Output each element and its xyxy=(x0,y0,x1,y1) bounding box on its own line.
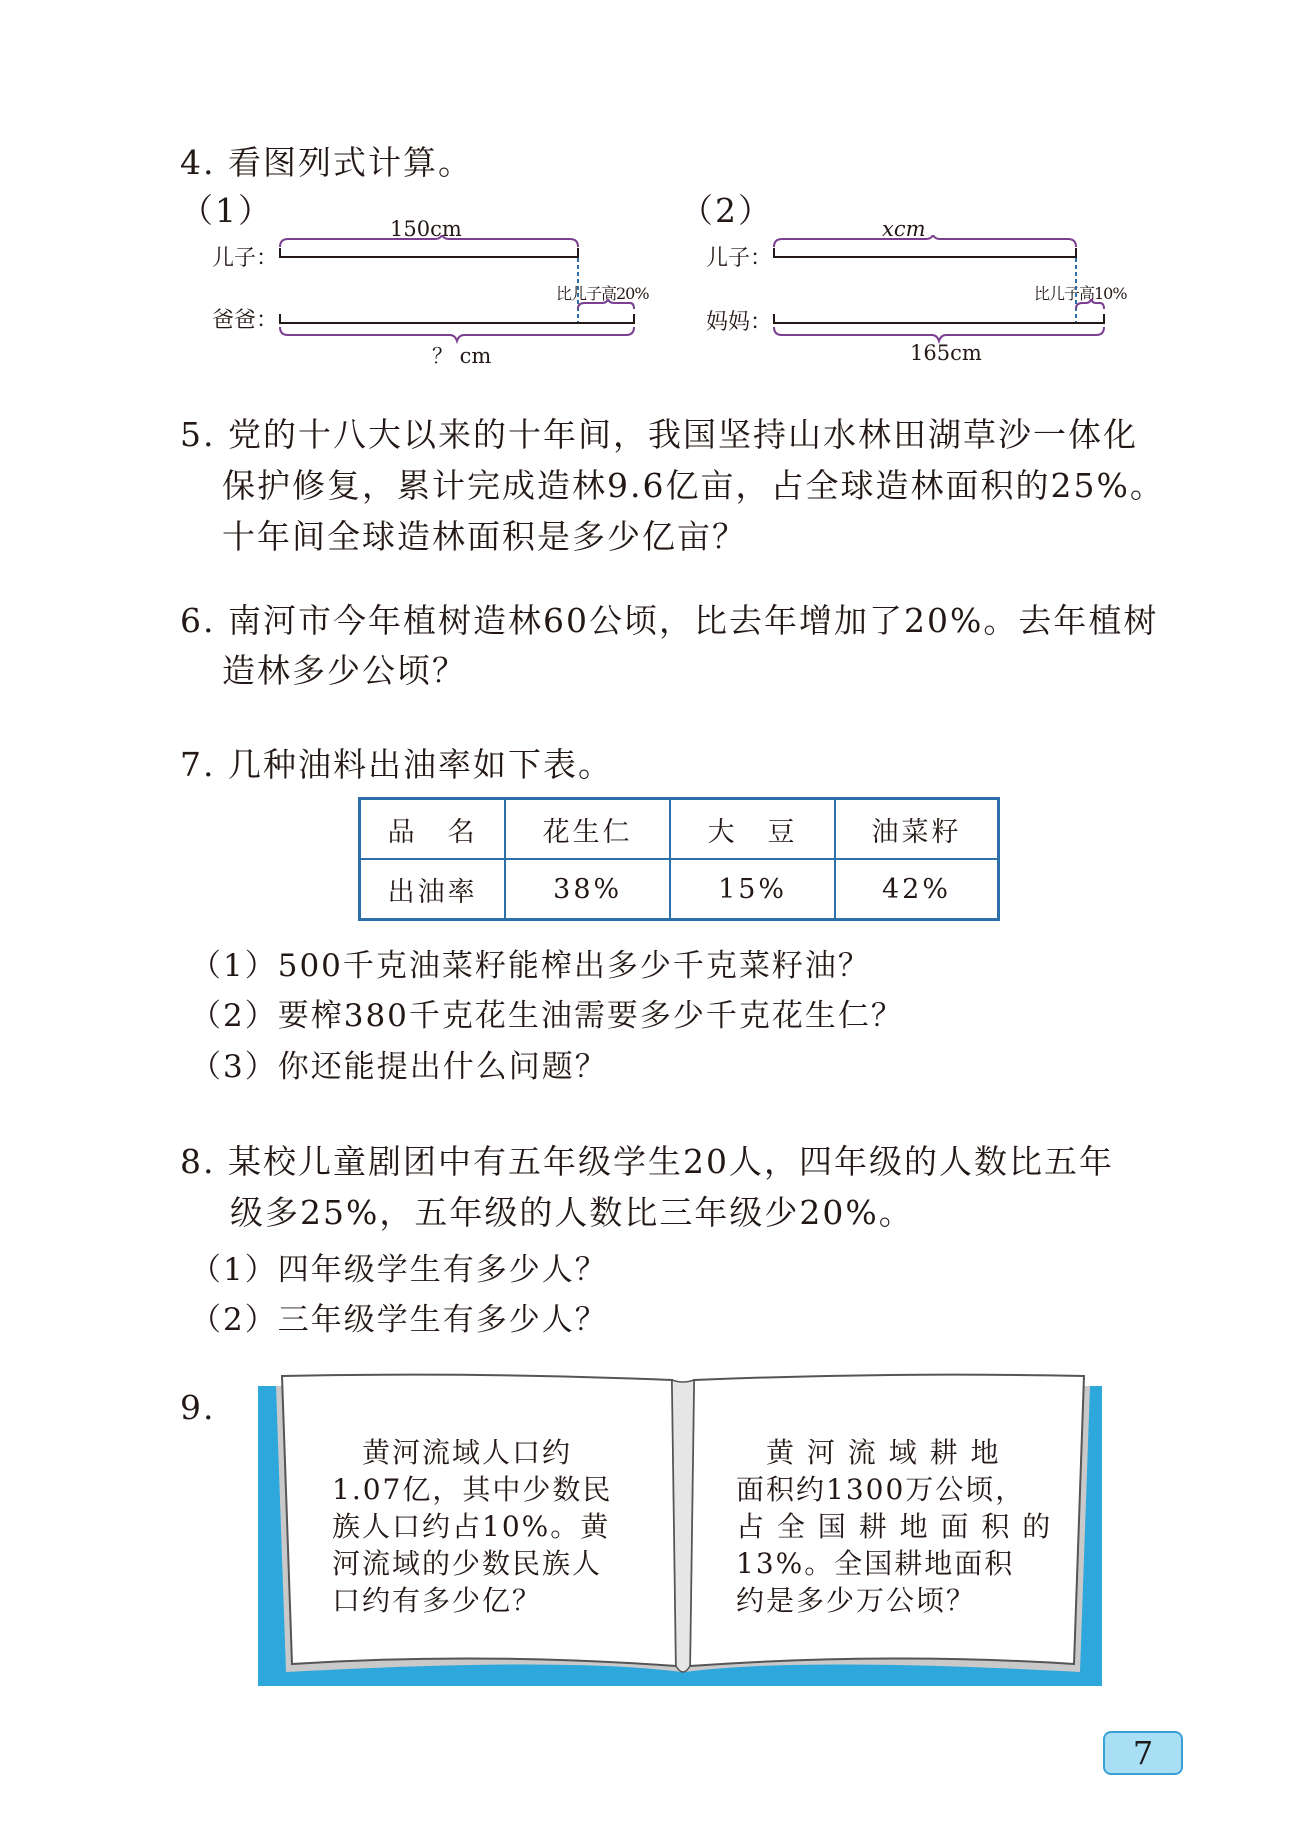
diagram2-son-label: 儿子： xyxy=(706,246,773,271)
q8-line1: 8. 某校儿童剧团中有五年级学生20人，四年级的人数比五年 xyxy=(180,1142,1114,1181)
diagram2-extra-brace xyxy=(1076,299,1104,309)
book-right-line4: 13%。全国耕地面积 xyxy=(736,1547,1015,1580)
q6-line2: 造林多少公顷？ xyxy=(222,651,467,690)
book-right-line5: 约是多少万公顷？ xyxy=(736,1584,977,1617)
diagram1-top-brace xyxy=(280,235,578,247)
table-cell: 出油率 xyxy=(360,859,506,920)
book-right-line2: 面积约1300万公顷， xyxy=(736,1473,1026,1506)
book-left-line1: 黄河流域人口约 xyxy=(332,1436,573,1469)
q8-sub2: （2）三年级学生有多少人？ xyxy=(190,1302,608,1338)
diagram1-dad-label: 爸爸： xyxy=(212,308,279,333)
table-cell: 油菜籽 xyxy=(835,799,998,860)
table-cell: 15% xyxy=(670,859,835,920)
book-left-line4: 河流域的少数民族人 xyxy=(332,1547,603,1580)
book-right-line3: 占 全 国 耕 地 面 积 的 xyxy=(736,1510,1053,1543)
q4-title: 4. 看图列式计算。 xyxy=(180,143,473,182)
diagram1-bottom-value: ？ cm xyxy=(432,344,492,368)
diagram2-bottom-brace xyxy=(774,327,1104,341)
q4-part1-label: （1） xyxy=(180,191,273,230)
table-cell: 花生仁 xyxy=(505,799,670,860)
q7-title: 7. 几种油料出油率如下表。 xyxy=(180,745,613,784)
table-cell: 42% xyxy=(835,859,998,920)
q7-sub3: （3）你还能提出什么问题？ xyxy=(190,1049,608,1085)
table-cell: 大 豆 xyxy=(670,799,835,860)
book-left-line5: 口约有多少亿？ xyxy=(332,1584,543,1617)
q7-sub1: （1）500千克油菜籽能榨出多少千克菜籽油？ xyxy=(190,948,871,984)
page-number: 7 xyxy=(1103,1731,1183,1775)
diagram1-bottom-brace xyxy=(280,327,634,341)
q8-sub1: （1）四年级学生有多少人？ xyxy=(190,1252,608,1288)
q5-line3: 十年间全球造林面积是多少亿亩？ xyxy=(222,517,747,556)
diagram1-note: 比儿子高20% xyxy=(556,284,649,303)
q5-line1: 5. 党的十八大以来的十年间，我国坚持山水林田湖草沙一体化 xyxy=(180,415,1138,454)
q7-sub2: （2）要榨380千克花生油需要多少千克花生仁？ xyxy=(190,998,904,1034)
book-right-line1: 黄 河 流 域 耕 地 xyxy=(736,1436,1001,1469)
diagram2-top-value: xcm xyxy=(882,217,926,241)
q8-line2: 级多25%，五年级的人数比三年级少20%。 xyxy=(230,1193,914,1232)
diagram2-mom-label: 妈妈： xyxy=(706,310,773,335)
book-left-line2: 1.07亿，其中少数民 xyxy=(332,1473,613,1506)
book-left-line3: 族人口约占10%。黄 xyxy=(332,1510,611,1543)
diagram1-top-value: 150cm xyxy=(390,217,462,241)
table-cell: 品 名 xyxy=(360,799,506,860)
diagram2-note: 比儿子高10% xyxy=(1034,284,1127,303)
table-header-row xyxy=(360,799,999,860)
diagram2-bottom-value: 165cm xyxy=(910,341,982,365)
diagram2-top-brace xyxy=(774,235,1076,247)
diagram2-segments xyxy=(764,235,1114,345)
q4-part2-label: （2） xyxy=(680,191,773,230)
table-cell: 38% xyxy=(505,859,670,920)
diagram1-extra-brace xyxy=(578,299,634,309)
q9-label: 9. xyxy=(180,1388,216,1427)
q5-line2: 保护修复，累计完成造林9.6亿亩，占全球造林面积的25%。 xyxy=(222,466,1165,505)
table-row xyxy=(360,859,999,920)
oil-yield-table xyxy=(358,797,1000,921)
diagram1-segments xyxy=(270,235,640,345)
q6-line1: 6. 南河市今年植树造林60公顷，比去年增加了20%。去年植树 xyxy=(180,601,1159,640)
diagram1-son-label: 儿子： xyxy=(212,246,279,271)
